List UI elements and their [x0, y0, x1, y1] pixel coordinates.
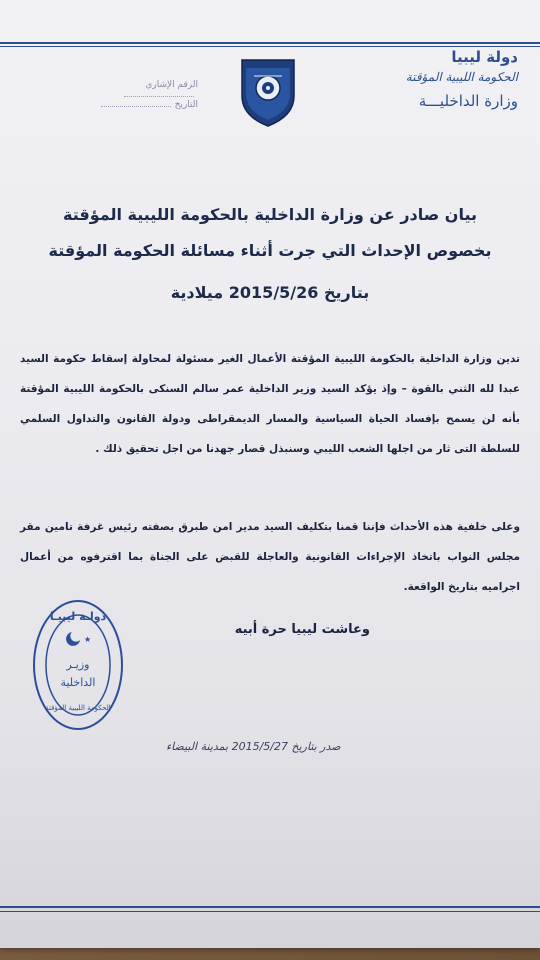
date-line [101, 106, 171, 107]
official-stamp-icon [32, 598, 124, 732]
body-paragraph-2: وعلى خلفية هذه الأحداث فإننا قمنا بتكليف السيد مدير امن طبرق بصفته رئيس غرفة تامين مقر مجلس النواب باتخاذ الإجراءات القانونية والعاجلة للقبض على الجناة بما اقترفوه من أعمال اجراميه بتاريخ الواقعة. [20, 521, 520, 593]
title-line-3: بتاريخ 2015/5/26 ميلادية [170, 283, 370, 302]
header-ministry: وزارة الداخليـــة [418, 92, 518, 110]
header-rule-thin [0, 46, 540, 47]
issued-date-footer: صدر بتاريخ 2015/5/27 بمدينة البيضاء [166, 740, 341, 753]
stamp-inner-top: وزيـر [66, 658, 90, 671]
header-rule [0, 42, 540, 44]
ref-number-label: الرقم الإشاري [145, 80, 198, 90]
police-emblem-icon [238, 56, 298, 128]
stamp-outer-text: دولـة ليبيـا [49, 610, 107, 623]
header-state: دولة ليبيا [451, 48, 518, 66]
ref-number-row [78, 80, 198, 100]
title-line-2: بخصوص الإحداث التي جرت أثناء مسائلة الحكومة المؤقتة [48, 241, 492, 260]
stamp-inner-mid: الداخلية [60, 676, 96, 689]
footer-rule [0, 906, 540, 908]
date-label: التاريخ [174, 100, 198, 110]
body-paragraph-1: تدين وزارة الداخلية بالحكومة الليبية المؤقتة الأعمال الغير مسئولة لمحاولة إسقاط حكومة السيد عبدا لله الثني بالقوة – وإذ يؤكد السيد وزير الداخلية عمر سالم السنكى بالحكومة الليبية المؤقتة بأنه لن يسمح بإفساد الحياة السياسية والمسار الديمقراطى ودولة القانون والتداول السلمي للسلطة التى ثار من اجلها الشعب الليبي وسنبذل قصار جهدنا من اجل تحقيق ذلك . [20, 353, 520, 455]
svg-text:★: ★ [84, 635, 92, 644]
title-line-1: بيان صادر عن وزارة الداخلية بالحكومة الليبية المؤقتة [62, 205, 477, 224]
stamp-inner-bottom: الحكومة الليبية المؤقتة [45, 704, 111, 712]
footer-rule-thin [0, 911, 540, 912]
ref-number-line [124, 96, 194, 97]
closing-line: وعاشت ليبيا حرة أبيه [234, 622, 370, 637]
header-government: الحكومة الليبية المؤقتة [405, 70, 518, 84]
date-row [78, 100, 198, 110]
